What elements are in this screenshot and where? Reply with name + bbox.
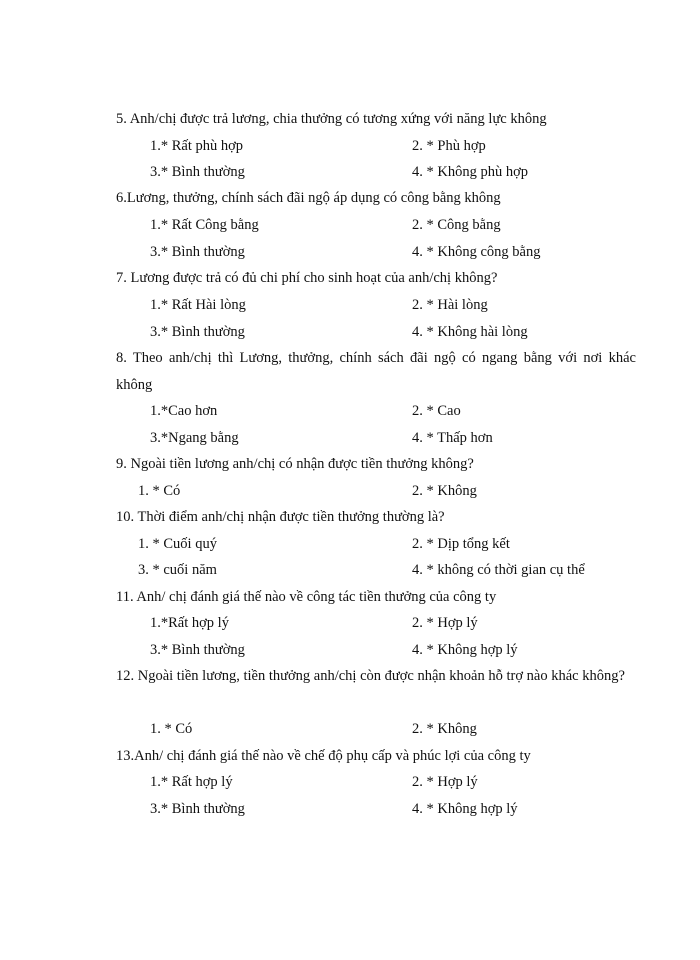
- option-9-1: 1. * Có: [138, 483, 181, 499]
- option-13-2: 2. * Hợp lý: [412, 774, 478, 790]
- option-7-3: 3.* Bình thường: [150, 324, 245, 340]
- option-7-2: 2. * Hài lòng: [412, 297, 488, 313]
- question-5: 5. Anh/chị được trả lương, chia thưởng có tương xứng với năng lực không: [116, 111, 547, 127]
- option-7-4: 4. * Không hài lòng: [412, 324, 528, 340]
- question-12: 12. Ngoài tiền lương, tiền thưởng anh/chị còn được nhận khoản hỗ trợ nào khác không?: [116, 668, 625, 684]
- option-6-4: 4. * Không công bằng: [412, 244, 541, 260]
- option-10-3: 3. * cuối năm: [138, 562, 217, 578]
- option-12-1: 1. * Có: [150, 721, 193, 737]
- option-12-2: 2. * Không: [412, 721, 477, 737]
- question-6: 6.Lương, thưởng, chính sách đãi ngộ áp dụng có công bằng không: [116, 190, 501, 206]
- option-11-2: 2. * Hợp lý: [412, 615, 478, 631]
- option-6-2: 2. * Công bằng: [412, 217, 501, 233]
- option-8-4: 4. * Thấp hơn: [412, 430, 493, 446]
- question-13: 13.Anh/ chị đánh giá thế nào về chế độ phụ cấp và phúc lợi của công ty: [116, 748, 531, 764]
- question-11: 11. Anh/ chị đánh giá thế nào về công tác tiền thưởng của công ty: [116, 589, 497, 605]
- question-8: 8. Theo anh/chị thì Lương, thưởng, chính sách đãi ngộ có ngang bằng với nơi khác không: [116, 350, 636, 393]
- option-5-2: 2. * Phù hợp: [412, 138, 486, 154]
- option-5-1: 1.* Rất phù hợp: [150, 138, 244, 154]
- option-13-1: 1.* Rất hợp lý: [150, 774, 233, 790]
- option-9-2: 2. * Không: [412, 483, 477, 499]
- question-7: 7. Lương được trả có đủ chi phí cho sinh hoạt của anh/chị không?: [116, 270, 498, 286]
- option-13-4: 4. * Không hợp lý: [412, 801, 518, 817]
- option-10-4: 4. * không có thời gian cụ thể: [412, 562, 585, 578]
- option-8-1: 1.*Cao hơn: [150, 403, 218, 419]
- option-8-3: 3.*Ngang bằng: [150, 430, 239, 446]
- question-10: 10. Thời điểm anh/chị nhận được tiền thưởng thường là?: [116, 509, 445, 525]
- option-10-2: 2. * Dịp tổng kết: [412, 536, 510, 552]
- option-11-4: 4. * Không hợp lý: [412, 642, 518, 658]
- option-8-2: 2. * Cao: [412, 403, 461, 419]
- question-9: 9. Ngoài tiền lương anh/chị có nhận được tiền thưởng không?: [116, 456, 474, 472]
- option-10-1: 1. * Cuối quý: [138, 536, 217, 552]
- option-5-3: 3.* Bình thường: [150, 164, 245, 180]
- option-7-1: 1.* Rất Hài lòng: [150, 297, 246, 313]
- option-6-3: 3.* Bình thường: [150, 244, 245, 260]
- option-13-3: 3.* Bình thường: [150, 801, 245, 817]
- option-11-1: 1.*Rất hợp lý: [150, 615, 229, 631]
- option-6-1: 1.* Rất Công bằng: [150, 217, 259, 233]
- option-11-3: 3.* Bình thường: [150, 642, 245, 658]
- option-5-4: 4. * Không phù hợp: [412, 164, 529, 180]
